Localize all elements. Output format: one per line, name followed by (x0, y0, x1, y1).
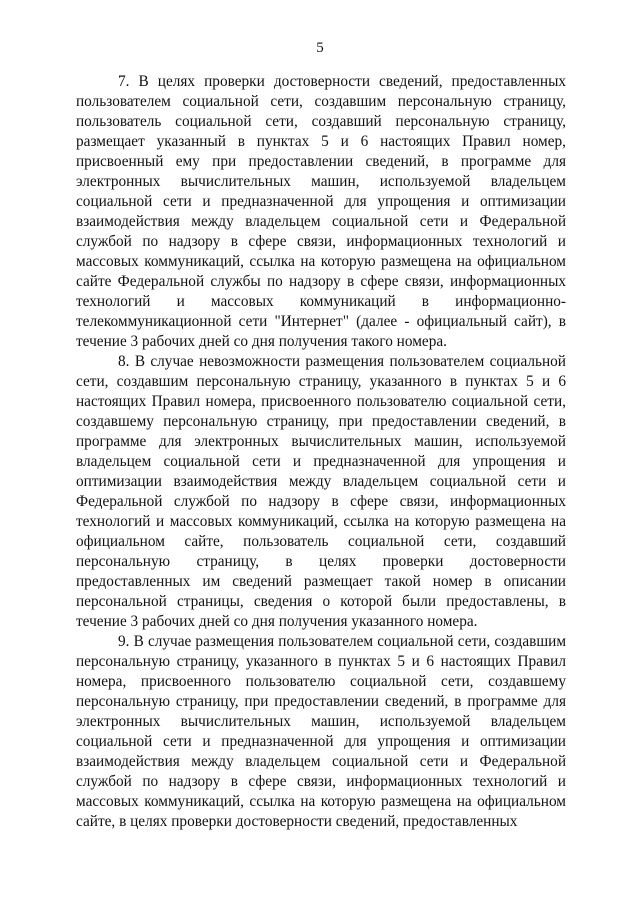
paragraph-8: 8. В случае невозможности размещения пользователем социальной сети, создавшим персональную страницу, указанного в пунктах 5 и 6 настоящих Правил номера, присвоенного пользователю социальной сети, создавшему персональную страницу, при предоставлении сведений, в программе для электронных вычислительных машин, используемой владельцем социальной сети и предназначенной для упрощения и оптимизации взаимодействия между владельцем социальной сети и Федеральной службой по надзору в сфере связи, информационных технологий и массовых коммуникаций, ссылка на которую размещена на официальном сайте, пользователь социальной сети, создавший персональную страницу, в целях проверки достоверности предоставленных им сведений размещает такой номер в описании персональной страницы, сведения о которой были предоставлены, в течение 3 рабочих дней со дня получения указанного номера. (76, 353, 566, 630)
page-number: 5 (316, 40, 324, 56)
paragraph-9: 9. В случае размещения пользователем социальной сети, создавшим персональную страницу, указанного в пунктах 5 и 6 настоящих Правил номера, присвоенного пользователю социальной сети, создавшему персональную страницу, при предоставлении сведений, в программе для электронных вычислительных машин, используемой владельцем социальной сети и предназначенной для упрощения и оптимизации взаимодействия между владельцем социальной сети и Федеральной службой по надзору в сфере связи, информационных технологий и массовых коммуникаций, ссылка на которую размещена на официальном сайте, в целях проверки достоверности сведений, предоставленных (76, 633, 566, 830)
document-body (76, 72, 566, 832)
paragraph-7: 7. В целях проверки достоверности сведений, предоставленных пользователем социальной сети, создавшим персональную страницу, пользователь социальной сети, создавший персональную страницу, размещает указанный в пунктах 5 и 6 настоящих Правил номер, присвоенный ему при предоставлении сведений, в программе для электронных вычислительных машин, используемой владельцем социальной сети и предназначенной для упрощения и оптимизации взаимодействия между владельцем социальной сети и Федеральной службой по надзору в сфере связи, информационных технологий и массовых коммуникаций, ссылка на которую размещена на официальном сайте Федеральной службы по надзору в сфере связи, информационных технологий и массовых коммуникаций в информационно-телекоммуникационной сети "Интернет" (далее - официальный сайт), в течение 3 рабочих дней со дня получения такого номера. (76, 73, 566, 350)
